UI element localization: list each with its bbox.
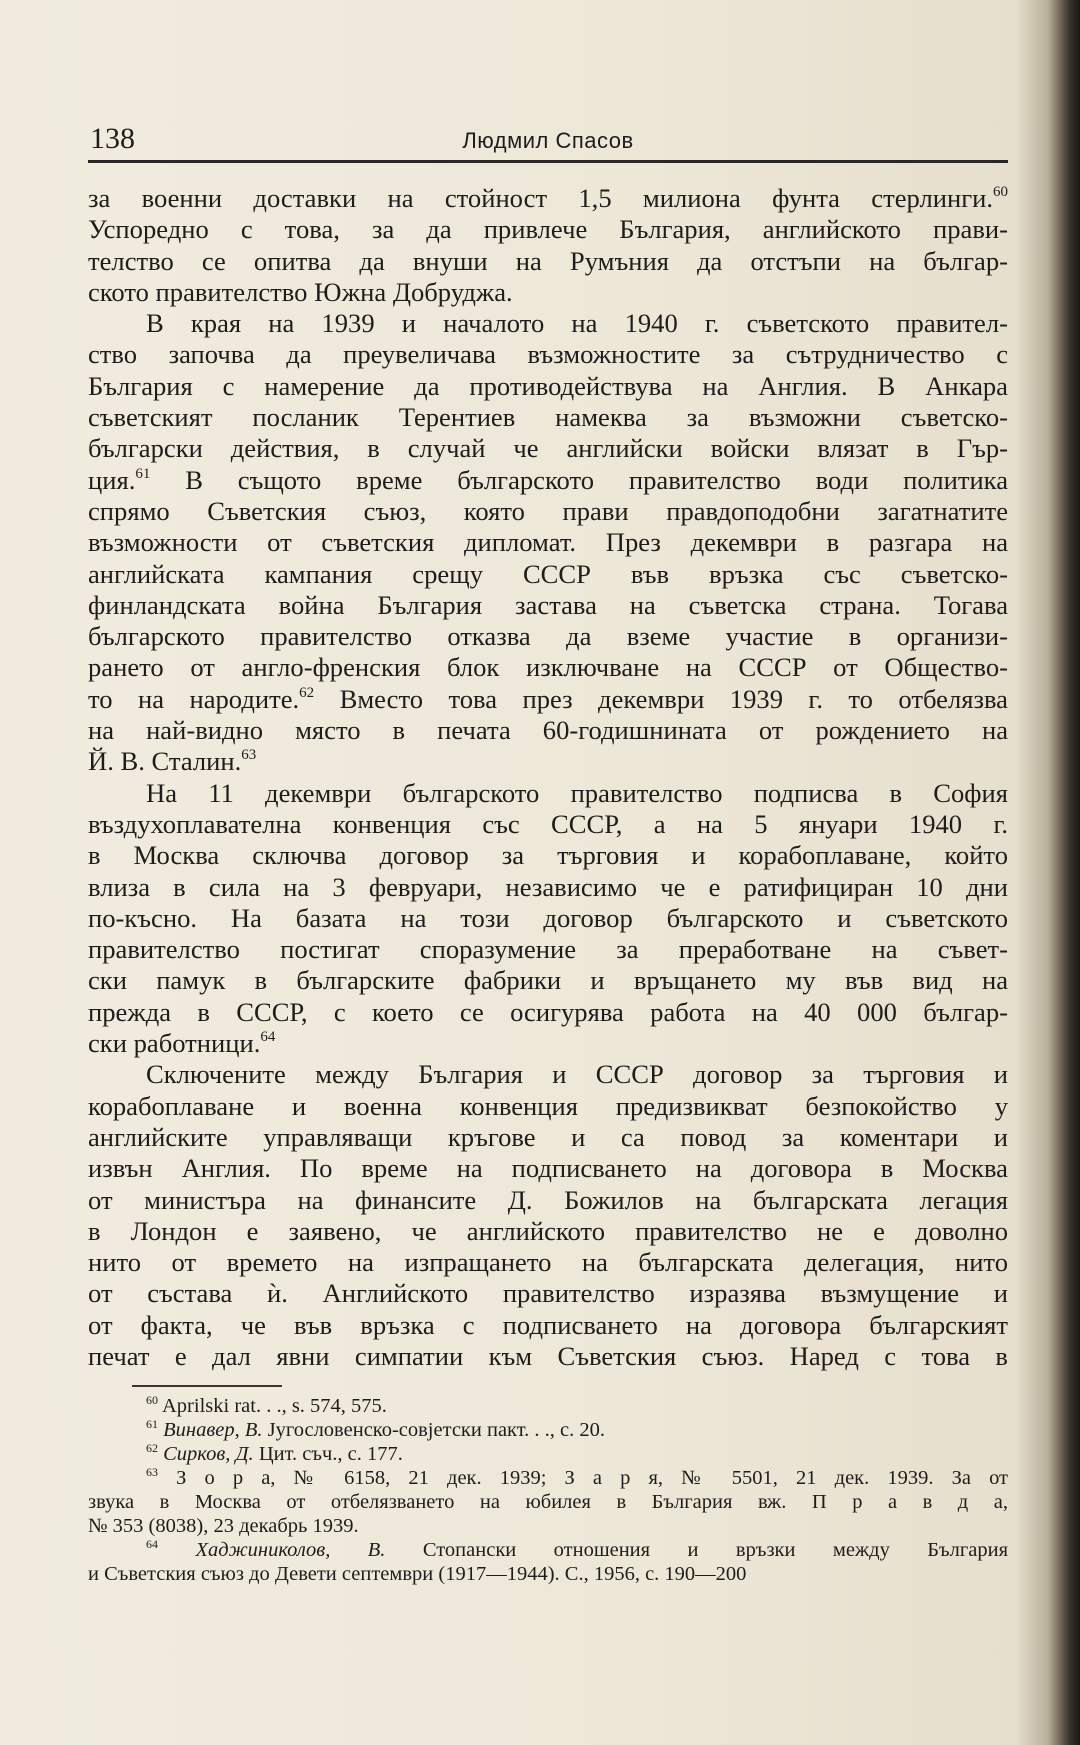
text-line: [88, 1310, 1008, 1341]
text-line: [88, 308, 1008, 339]
footnote-ref: 62: [299, 684, 315, 701]
text-line: [88, 1153, 1008, 1184]
footnote-ref: 60: [993, 184, 1008, 200]
footnote-number: 61: [146, 1417, 158, 1431]
line-text: Успоредно с това, за да привлече България, английското прави-: [88, 214, 1008, 245]
footnote-author: Хаджиниколов, В.: [195, 1539, 386, 1561]
line-text: в Лондон е заявено, че английското правителство не е доволно: [88, 1215, 1008, 1246]
line-text: английските управляващи кръгове и са повод за коментари и: [88, 1121, 1008, 1152]
text-line: [88, 840, 1008, 871]
footnote-line: [88, 1466, 1008, 1490]
line-text: печат е дал явни симпатии към Съветския съюз. Наред с това в: [88, 1340, 1008, 1371]
line-text: Сключените между България и СССР договор за търговия и: [146, 1059, 1008, 1090]
line-text: ство започва да преувеличава възможностите за сътрудничество с: [88, 339, 1008, 370]
line-text: финландската война България застава на съветска страна. Тогава: [88, 589, 1008, 620]
text-line: [88, 746, 1008, 777]
text-line: [88, 1185, 1008, 1216]
text-line: [88, 433, 1008, 464]
line-text: ското правителство Южна Добруджа.: [88, 276, 513, 307]
line-text: въздухоплавателна конвенция със СССР, а на 5 януари 1940 г.: [88, 808, 1008, 839]
text-line: [88, 872, 1008, 903]
line-text-after: В същото време българското правителство води политика: [150, 464, 1008, 495]
line-text: български действия, в случай че английски войски влязат в Гър-: [88, 433, 1008, 464]
footnote-text: Стопански отношения и връзки между България: [385, 1539, 1009, 1561]
text-line: [88, 997, 1008, 1028]
line-text: съветският посланик Терентиев намеква за възможни съветско-: [88, 402, 1008, 433]
footnote-line: [88, 1562, 1008, 1586]
line-text: В края на 1939 и началото на 1940 г. съветското правител-: [146, 308, 1008, 339]
footnote-line: [88, 1490, 1008, 1514]
text-line: [88, 496, 1008, 527]
text-line: [88, 1247, 1008, 1278]
footnote-text: З о р а, № 6158, 21 дек. 1939; З а р я, № 5501, 21 дек. 1939. За от: [176, 1467, 1009, 1489]
line-text: правителство постигат споразумение за преработване на съвет-: [88, 934, 1008, 965]
line-text: от състава ѝ. Английското правителство изразява възмущение и: [88, 1278, 1008, 1309]
page-header: [88, 120, 1008, 163]
line-text: корабоплаване и военна конвенция предизвикват безпокойство у: [88, 1090, 1008, 1121]
line-text: в Москва сключва договор за търговия и корабоплаване, който: [88, 840, 1008, 871]
footnote-line: [88, 1442, 1008, 1466]
text-line: [88, 559, 1008, 590]
line-text: ски памук в българските фабрики и връщането му във вид на: [88, 965, 1008, 996]
footnote-line: [88, 1538, 1008, 1562]
text-line: [88, 1028, 1008, 1059]
line-text: прежда в СССР, с което се осигурява работа на 40 000 българ-: [88, 996, 1008, 1027]
footnote-number: 63: [146, 1465, 158, 1479]
line-text: спрямо Съветския съюз, която прави правдоподобни загатнатите: [88, 495, 1008, 526]
text-line: [88, 684, 1008, 715]
line-text: възможности от съветския дипломат. През декември в разгара на: [88, 527, 1008, 558]
line-text: от министъра на финансите Д. Божилов на българската легация: [88, 1184, 1008, 1215]
text-line: [88, 778, 1008, 809]
line-text: английската кампания срещу СССР във връзка със съветско-: [88, 558, 1008, 589]
line-text: Й. В. Сталин.: [88, 746, 242, 777]
line-text: за военни доставки на стойност 1,5 милиона фунта стерлинги.: [88, 183, 993, 213]
footnote-text: звука в Москва от отбелязването на юбилея в България вж. П р а в д а,: [88, 1491, 1008, 1513]
footnote-number: 60: [146, 1393, 158, 1407]
line-text: на най-видно място в печата 60-годишнината от рождението на: [88, 715, 1008, 746]
text-line: [88, 934, 1008, 965]
line-text: На 11 декември българското правителство подписва в София: [146, 777, 1008, 808]
line-text-after: Вместо това през декември 1939 г. то отбелязва: [314, 683, 1008, 714]
text-line: [88, 371, 1008, 402]
page-number: 138: [90, 122, 135, 155]
line-text: България с намерение да противодействува на Англия. В Анкара: [88, 370, 1008, 401]
footnote-line: [88, 1418, 1008, 1442]
footnote-ref: 64: [260, 1029, 276, 1046]
footnotes: [88, 1394, 1008, 1586]
line-text: ция.: [88, 464, 136, 495]
text-line: [88, 465, 1008, 496]
line-text: извън Англия. По време на подписването на договора в Москва: [88, 1153, 1008, 1184]
text-line: [88, 277, 1008, 308]
footnote-author: Сирков, Д.: [163, 1443, 254, 1465]
footnote-text: Југословенско-совјетски пакт. . ., с. 20.: [262, 1419, 605, 1441]
line-text: телство се опитва да внуши на Румъния да отстъпи на българ-: [88, 245, 1008, 276]
footnote-number: 62: [146, 1441, 158, 1455]
text-line: [88, 183, 1008, 214]
running-head: Людмил Спасов: [462, 128, 634, 153]
footnote-line: [88, 1514, 1008, 1538]
text-line: [88, 214, 1008, 245]
text-line: [88, 965, 1008, 996]
line-text: по-късно. На базата на този договор българското и съветското: [88, 902, 1008, 933]
text-line: [88, 590, 1008, 621]
text-line: [88, 1122, 1008, 1153]
text-line: [88, 246, 1008, 277]
text-line: [88, 715, 1008, 746]
footnote-number: 64: [146, 1537, 158, 1551]
line-text: влиза в сила на 3 февруари, независимо че е ратифициран 10 дни: [88, 871, 1008, 902]
text-line: [88, 339, 1008, 370]
text-line: [88, 1341, 1008, 1372]
footnote-ref: 61: [135, 465, 151, 482]
line-text: ски работници.: [88, 1028, 261, 1059]
text-line: [88, 652, 1008, 683]
line-text: нито от времето на изпращането на българската делегация, нито: [88, 1247, 1008, 1278]
line-text: българското правителство отказва да вземе участие в организи-: [88, 621, 1008, 652]
line-text: то на народите.: [88, 683, 300, 714]
footnote-line: [88, 1394, 1008, 1418]
main-text: [88, 183, 1008, 1372]
text-line: [88, 621, 1008, 652]
text-line: [88, 1278, 1008, 1309]
text-line: [88, 1091, 1008, 1122]
text-line: [88, 1059, 1008, 1090]
line-text: от факта, че във връзка с подписването на договора българският: [88, 1309, 1008, 1340]
text-line: [88, 1216, 1008, 1247]
text-line: [88, 903, 1008, 934]
footnote-divider: [132, 1385, 282, 1387]
footnote-text: Aprilski rat. . ., s. 574, 575.: [162, 1395, 387, 1417]
footnote-text: Цит. съч., с. 177.: [253, 1443, 403, 1465]
footnote-ref: 63: [241, 747, 257, 764]
footnote-author: Винавер, В.: [163, 1419, 263, 1441]
line-text: рането от англо-френския блок изключване на СССР от Общество-: [88, 652, 1008, 683]
footnote-text: № 353 (8038), 23 декабрь 1939.: [88, 1515, 359, 1537]
text-line: [88, 402, 1008, 433]
text-line: [88, 809, 1008, 840]
text-line: [88, 527, 1008, 558]
footnote-text: и Съветския съюз до Девети септември (1917—1944). С., 1956, с. 190—200: [88, 1563, 747, 1585]
